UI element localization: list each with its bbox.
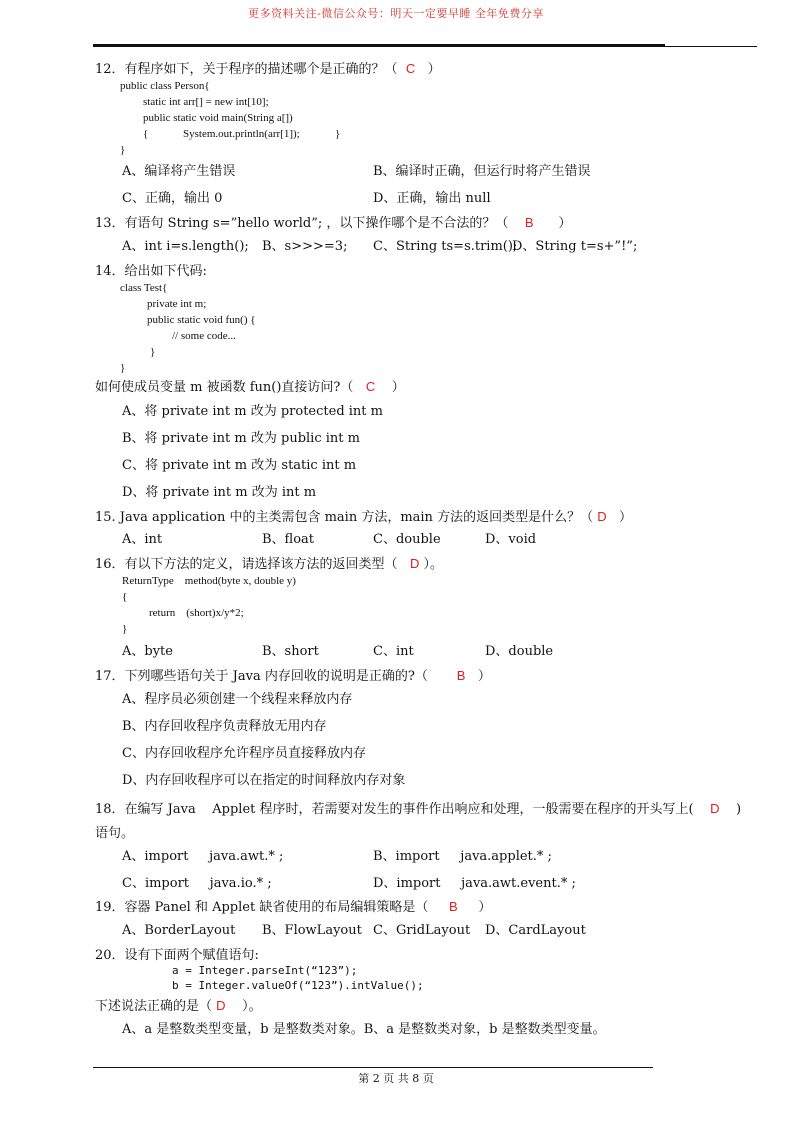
question-12: 12．有程序如下，关于程序的描述哪个是正确的？（ C ） bbox=[95, 61, 441, 77]
option-c: C、String ts=s.trim(); bbox=[373, 239, 518, 254]
code-line: // some code... bbox=[172, 330, 236, 342]
option-d: D、String t=s+”!”; bbox=[512, 239, 638, 254]
question-17: 17．下列哪些语句关于 Java 内存回收的说明是正确的?（ B ） bbox=[95, 668, 491, 684]
code-line: private int m; bbox=[147, 298, 207, 310]
question-13: 13．有语句 String s=”hello world”; ，以下操作哪个是不合法的？（ B ） bbox=[95, 215, 572, 231]
answer-16: D bbox=[409, 556, 420, 571]
question-14-title: 14．给出如下代码: bbox=[95, 264, 207, 279]
option-a: A、将 private int m 改为 protected int m bbox=[122, 404, 383, 419]
code-line: return (short)x/y*2; bbox=[149, 607, 244, 619]
question-16: 16．有以下方法的定义，请选择该方法的返回类型（ D ）。 bbox=[95, 556, 443, 572]
option-d: D、void bbox=[485, 532, 537, 547]
option-c: C、int bbox=[373, 644, 414, 659]
option-d: D、正确，输出 null bbox=[373, 191, 491, 206]
header-rule bbox=[93, 44, 665, 47]
option-b: B、FlowLayout bbox=[262, 923, 362, 938]
code-line: } bbox=[150, 346, 156, 358]
code-line: System.out.println(arr[1]); bbox=[183, 128, 300, 140]
option-c: C、将 private int m 改为 static int m bbox=[122, 458, 357, 473]
code-line: static int arr[] = new int[10]; bbox=[143, 96, 269, 108]
code-line: { bbox=[143, 128, 149, 140]
answer-18: D bbox=[710, 801, 720, 816]
option-b: B、import java.applet.* ; bbox=[373, 849, 552, 864]
option-c: C、GridLayout bbox=[373, 923, 471, 938]
option-b: B、编译时正确，但运行时将产生错误 bbox=[373, 164, 591, 179]
option-d: D、内存回收程序可以在指定的时间释放内存对象 bbox=[122, 773, 406, 788]
option-a: A、int i=s.length(); bbox=[122, 239, 249, 254]
code-line: ReturnType method(byte x, double y) bbox=[122, 575, 296, 587]
code-line: public static void fun() { bbox=[147, 314, 256, 326]
option-c: C、import java.io.* ; bbox=[122, 876, 272, 891]
page-number: 第 2 页 共 8 页 bbox=[358, 1072, 434, 1085]
code-line: public class Person{ bbox=[120, 80, 210, 92]
question-19: 19．容器 Panel 和 Applet 缺省使用的布局编辑策略是（ B ） bbox=[95, 899, 492, 915]
option-b: B、short bbox=[262, 644, 319, 659]
code-line: } bbox=[335, 128, 341, 140]
code-line: b = Integer.valueOf(“123”).intValue(); bbox=[172, 979, 424, 992]
answer-14: C bbox=[365, 379, 376, 394]
option-b: B、内存回收程序负责释放无用内存 bbox=[122, 719, 327, 734]
option-a: A、程序员必须创建一个线程来释放内存 bbox=[122, 692, 353, 707]
option-a: A、编译将产生错误 bbox=[122, 164, 236, 179]
code-line: public static void main(String a[]) bbox=[143, 112, 293, 124]
option-d: D、import java.awt.event.* ; bbox=[373, 876, 576, 891]
option-a: A、a 是整数类型变量，b 是整数类对象。B、a 是整数类对象，b 是整数类型变量。 bbox=[122, 1022, 606, 1037]
code-line: } bbox=[122, 623, 128, 635]
option-a: A、byte bbox=[122, 644, 173, 659]
question-18-cont: 语句。 bbox=[95, 826, 135, 841]
question-15: 15. Java application 中的主类需包含 main 方法，main 方法的返回类型是什么？（ D ） bbox=[95, 509, 633, 525]
option-c: C、正确，输出 0 bbox=[122, 191, 223, 206]
code-line: class Test{ bbox=[120, 282, 168, 294]
code-line: { bbox=[122, 591, 128, 603]
answer-15: D bbox=[597, 509, 607, 524]
answer-20: D bbox=[216, 998, 226, 1013]
option-a: A、import java.awt.* ; bbox=[122, 849, 284, 864]
option-d: D、将 private int m 改为 int m bbox=[122, 485, 317, 500]
option-b: B、s>>>=3; bbox=[262, 239, 348, 254]
answer-12: C bbox=[405, 61, 416, 76]
question-14: 如何使成员变量 m 被函数 fun()直接访问?（ C ） bbox=[95, 379, 405, 395]
footer-rule bbox=[93, 1067, 653, 1068]
code-line: } bbox=[120, 362, 126, 374]
header-rule-thin bbox=[665, 46, 757, 47]
question-20: 下述说法正确的是（ D ）。 bbox=[95, 998, 262, 1014]
answer-17: B bbox=[456, 668, 466, 683]
option-c: C、double bbox=[373, 532, 441, 547]
option-d: D、CardLayout bbox=[485, 923, 586, 938]
question-18: 18．在编写 Java Applet 程序时，若需要对发生的事件作出响应和处理，一般需要在程序的开头写上( D ) bbox=[95, 801, 742, 817]
code-line: a = Integer.parseInt(“123”); bbox=[172, 964, 358, 977]
option-d: D、double bbox=[485, 644, 554, 659]
option-b: B、将 private int m 改为 public int m bbox=[122, 431, 360, 446]
header-banner: 更多资料关注-微信公众号：明天一定要早睡 全年免费分享 bbox=[248, 7, 544, 20]
option-a: A、BorderLayout bbox=[122, 923, 236, 938]
answer-13: B bbox=[524, 215, 534, 230]
option-a: A、int bbox=[122, 532, 163, 547]
option-c: C、内存回收程序允许程序员直接释放内存 bbox=[122, 746, 366, 761]
option-b: B、float bbox=[262, 532, 315, 547]
question-20-title: 20．设有下面两个赋值语句: bbox=[95, 948, 259, 963]
answer-19: B bbox=[449, 899, 458, 914]
code-line: } bbox=[120, 144, 126, 156]
